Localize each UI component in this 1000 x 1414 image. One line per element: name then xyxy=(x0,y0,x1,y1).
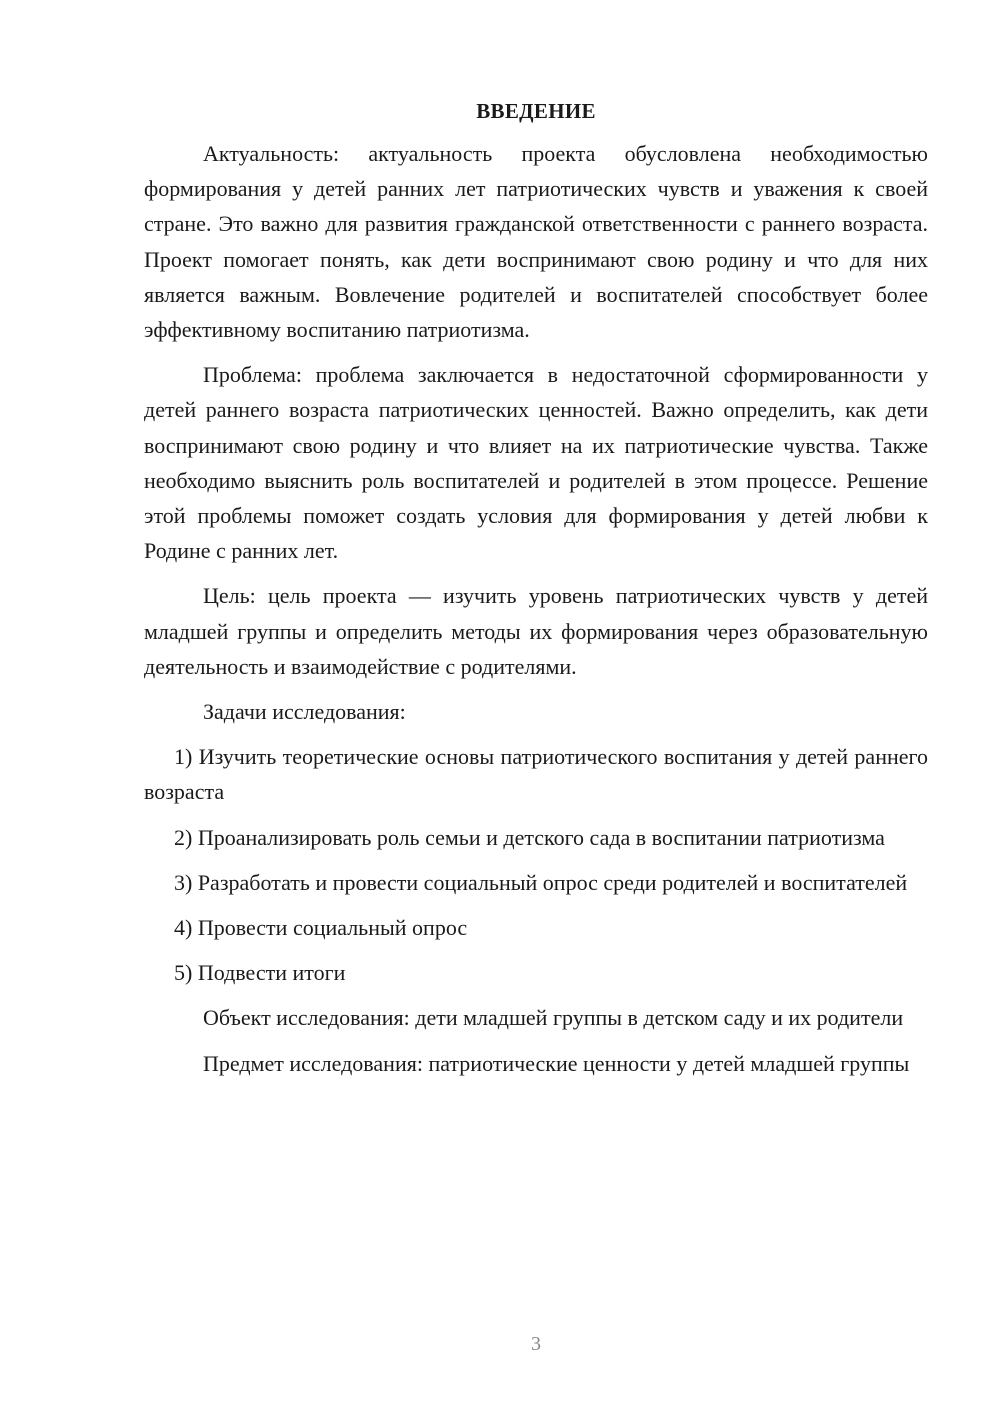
task-item-5: 5) Подвести итоги xyxy=(174,960,346,986)
object-paragraph: Объект исследования: дети младшей группы в детском саду и их родители xyxy=(203,1005,904,1031)
goal-paragraph: Цель: цель проекта — изучить уровень патриотических чувств у детей младшей группы и определить методы их формирования через образовательную деятельность и взаимодействие с родителями. xyxy=(144,583,928,679)
task-item-4: 4) Провести социальный опрос xyxy=(174,915,468,941)
task-item-2: 2) Проанализировать роль семьи и детского сада в воспитании патриотизма xyxy=(174,824,885,850)
tasks-heading: Задачи исследования: xyxy=(203,699,406,725)
page-content xyxy=(144,96,928,1091)
page-number: 3 xyxy=(531,1333,541,1355)
task-item-1: 1) Изучить теоретические основы патриотического воспитания у детей раннего возраста xyxy=(144,744,928,805)
relevance-paragraph: Актуальность: актуальность проекта обусловлена необходимостью формирования у детей ранних лет патриотических чувств и уважения к своей стране. Это важно для развития гражданской ответственности с раннего возраста. Проект помогает понять, как дети воспринимают свою родину и что для них является важным. Вовлечение родителей и воспитателей способствует более эффективному воспитанию патриотизма. xyxy=(144,141,928,343)
problem-paragraph: Проблема: проблема заключается в недостаточной сформированности у детей раннего возраста патриотических ценностей. Важно определить, как дети воспринимают свою родину и что влияет на их патриотические чувства. Также необходимо выяснить роль воспитателей и родителей в этом процессе. Решение этой проблемы поможет создать условия для формирования у детей любви к Родине с ранних лет. xyxy=(144,362,928,564)
section-title: ВВЕДЕНИЕ xyxy=(476,99,596,123)
task-item-3: 3) Разработать и провести социальный опрос среди родителей и воспитателей xyxy=(174,869,908,895)
subject-paragraph: Предмет исследования: патриотические ценности у детей младшей группы xyxy=(203,1050,910,1076)
